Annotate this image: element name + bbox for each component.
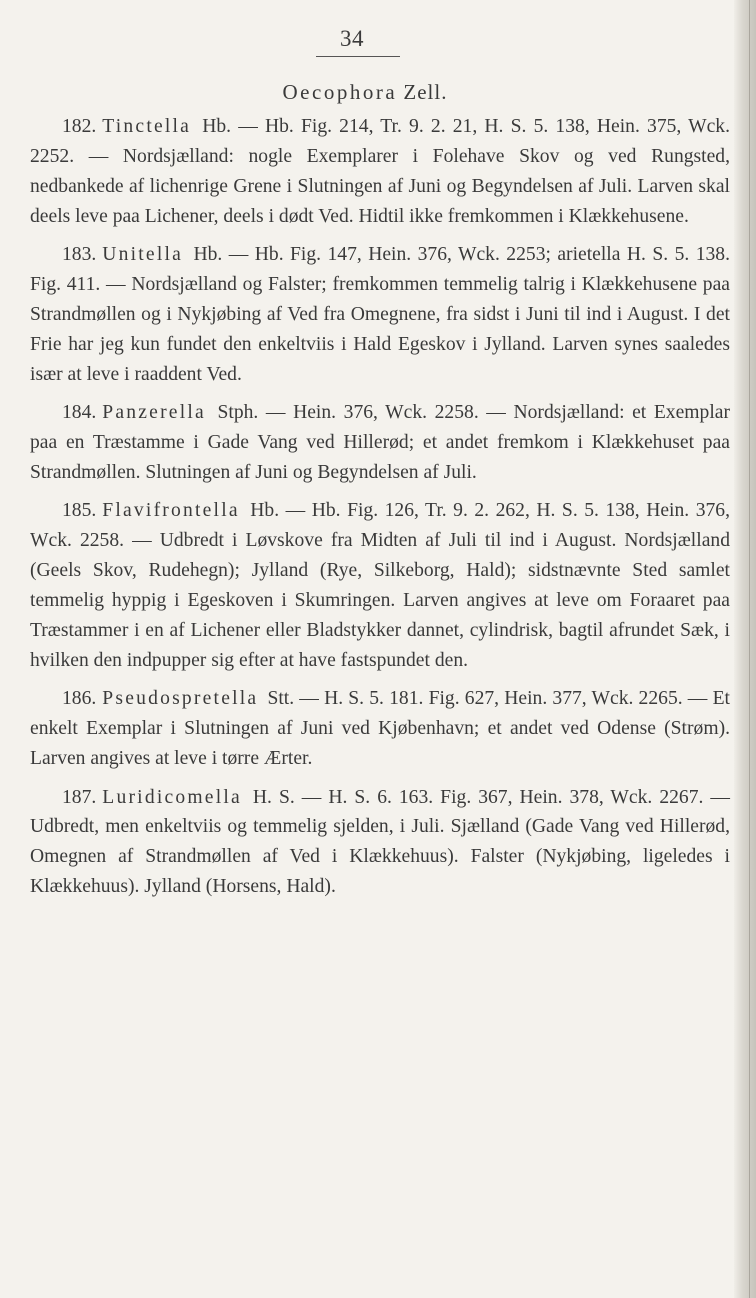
entry-185 — [30, 496, 730, 675]
species-name: Flavifrontella — [102, 500, 240, 522]
entry-text: Hb. — Hb. Fig. 147, Hein. 376, Wck. 2253; arietella H. S. 5. 138. Fig. 411. — Nordsjælland og Falster; fremkommen temmelig talrig i Klækkehusene paa Strandmøllen og i Nykjøbing af Ved fra Omegnene, fra sidst i Juni til ind i August. I det Frie har jeg kun fundet den enkeltviis i Hald Egeskov i Jylland. Larven synes saaledes især at leve i raaddent Ved. — [30, 244, 730, 385]
entry-number: 183. — [62, 244, 97, 266]
species-name: Panzerella — [102, 402, 206, 424]
entry-number: 184. — [62, 402, 97, 424]
entry-183 — [30, 240, 730, 390]
entry-187 — [30, 783, 730, 903]
species-name: Luridicomella — [102, 786, 242, 808]
entry-text: Stph. — Hein. 376, Wck. 2258. — Nordsjælland: et Exemplar paa en Træstamme i Gade Vang ved Hillerød; et andet fremkom i Klækkehuset paa Strandmøllen. Slutningen af Juni og Begyndelsen af Juli. — [30, 402, 730, 483]
genus-name: Oecophora — [282, 80, 398, 104]
page-number: 34 — [340, 26, 364, 51]
species-name: Tinctella — [102, 116, 192, 137]
entry-text: H. S. — H. S. 6. 163. Fig. 367, Hein. 378, Wck. 2267. — Udbredt, men enkeltviis og temmelig sjelden, i Juli. Sjælland (Gade Vang ved Hillerød, Omegnen af Strandmøllen af Ved i Klækkehuus). Falster (Nykjøbing, ligeledes i Klækkehuus). Jylland (Horsens, Hald). — [30, 786, 730, 898]
genus-heading — [0, 80, 730, 105]
species-name: Pseudospretella — [102, 688, 259, 710]
entry-text: Hb. — Hb. Fig. 126, Tr. 9. 2. 262, H. S. 5. 138, Hein. 376, Wck. 2258. — Udbredt i Løvskove fra Midten af Juli til ind i August. Nordsjælland (Geels Skov, Rudehegn); Jylland (Rye, Silkeborg, Hald); sidstnævnte Sted samlet temmelig hyppig i Egeskoven i Skumringen. Larven angives at leve om Foraaret paa Træstammer i en af Lichener eller Bladstykker dannet, cylindrisk, bagtil afrundet Sæk, i hvilken den indpupper sig efter at have fastspundet den. — [30, 500, 730, 671]
page-edge-shadow — [734, 0, 756, 1298]
entry-number: 182. — [62, 116, 97, 137]
page-number-rule — [316, 56, 400, 57]
entry-182 — [30, 112, 730, 232]
entries-body — [30, 112, 730, 911]
entry-number: 187. — [62, 786, 97, 808]
entry-text: Stt. — H. S. 5. 181. Fig. 627, Hein. 377, Wck. 2265. — Et enkelt Exemplar i Slutningen af Juni ved Kjøbenhavn; et andet ved Odense (Strøm). Larven angives at leve i tørre Ærter. — [30, 688, 730, 770]
entry-186 — [30, 684, 730, 774]
entry-number: 185. — [62, 500, 97, 522]
entry-number: 186. — [62, 688, 97, 710]
entry-184 — [30, 398, 730, 488]
genus-author: Zell. — [403, 80, 448, 104]
species-name: Unitella — [102, 244, 184, 266]
page-edge-line — [749, 0, 750, 1298]
entry-text: Hb. — Hb. Fig. 214, Tr. 9. 2. 21, H. S. 5. 138, Hein. 375, Wck. 2252. — Nordsjælland: nogle Exemplarer i Folehave Skov og ved Rungsted, nedbankede af lichenrige Grene i Slutningen af Juni og Begyndelsen af Juli. Larven skal deels leve paa Lichener, deels i dødt Ved. Hidtil ikke fremkommen i Klækkehusene. — [30, 116, 731, 227]
